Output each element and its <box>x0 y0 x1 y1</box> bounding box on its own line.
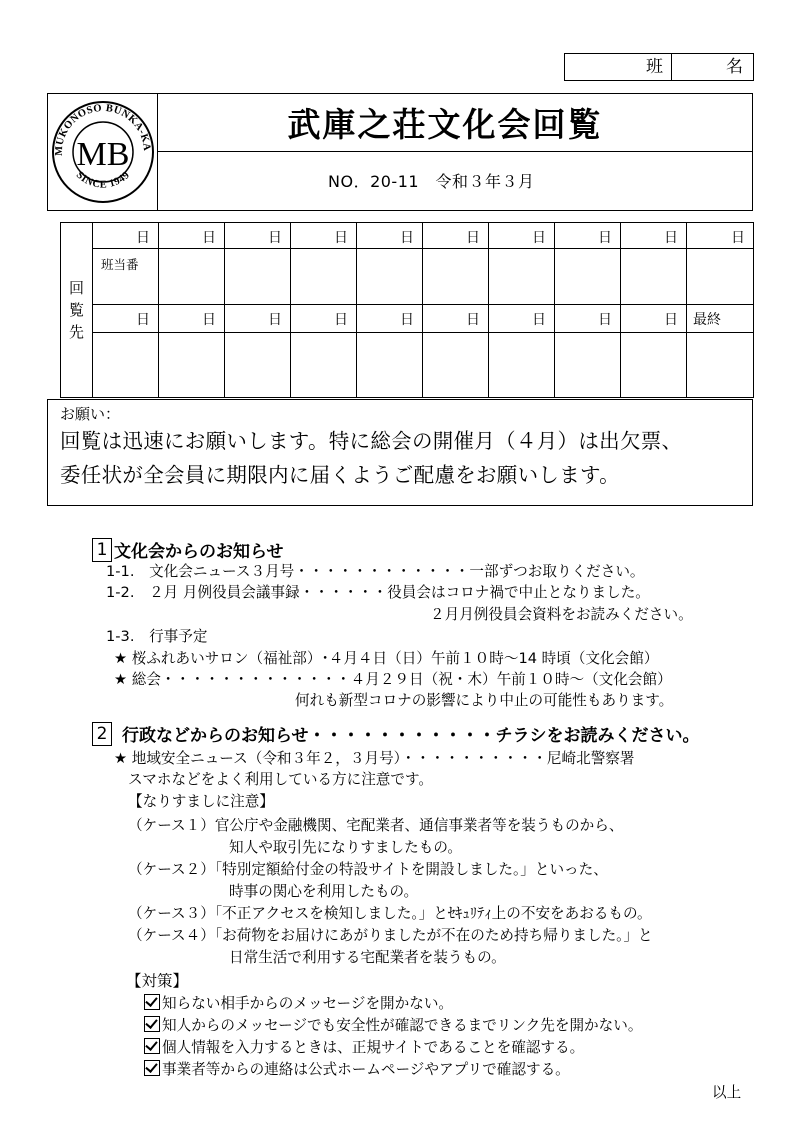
request-box <box>47 399 753 506</box>
circulation-cell <box>159 305 225 333</box>
mb-logo <box>48 94 158 210</box>
checklist-item: 知らない相手からのメッセージを開かない。 <box>144 994 453 1014</box>
day-mark: 日 <box>136 230 150 246</box>
name-label: 名 <box>726 57 743 77</box>
day-mark: 日 <box>466 312 480 328</box>
case-line: （ケース３）「不正アクセスを検知しました。」とｾｷｭﾘﾃｨ上の不安をあおるもの。 <box>128 905 652 922</box>
section-title: 行政などからのお知らせ・・・・・・・・・・・チラシをお読みください。 <box>122 726 700 746</box>
circulation-cell <box>489 223 555 249</box>
checkbox-checked-icon <box>144 1060 160 1076</box>
circulation-cell <box>489 249 555 305</box>
section1-heading <box>92 537 284 562</box>
checklist-item: 知人からのメッセージでも安全性が確認できるまでリンク先を開かない。 <box>144 1016 642 1036</box>
circulation-cell <box>93 305 159 333</box>
day-mark: 日 <box>334 312 348 328</box>
case-line: 時事の関心を利用したもの。 <box>229 883 419 900</box>
day-mark: 日 <box>532 312 546 328</box>
han-name-box <box>564 53 754 81</box>
circulation-cell <box>621 305 687 333</box>
day-mark: 日 <box>268 312 282 328</box>
case-line: （ケース４）「お荷物をお届けにあがりましたが不在のため持ち帰りました。」と <box>128 927 653 944</box>
circulation-cell <box>225 223 291 249</box>
circulation-cell <box>621 249 687 305</box>
circulation-cell <box>555 333 621 397</box>
section-number: 1 <box>92 538 112 562</box>
circulation-cell <box>489 305 555 333</box>
circulation-cell <box>291 333 357 397</box>
notice-line: ★ 地域安全ニュース（令和３年２，３月号）・・・・・・・・・・尼崎北警察署 <box>114 750 635 767</box>
case-line: 知人や取引先になりすましたもの。 <box>229 839 462 856</box>
circulation-cell <box>621 333 687 397</box>
circulation-cell <box>555 305 621 333</box>
logo-ring-bottom: SINCE 1949 <box>73 169 133 191</box>
circulation-cell <box>357 249 423 305</box>
case-line: （ケース２）「特別定額給付金の特設サイトを開設しました。」といった、 <box>128 861 608 878</box>
circulation-cell <box>93 333 159 397</box>
notice-line: 【なりすましに注意】 <box>128 793 274 810</box>
circulation-cell <box>555 223 621 249</box>
logo-initials: MB <box>76 136 130 173</box>
section-title: 文化会からのお知らせ <box>114 542 284 562</box>
circulation-cell <box>159 333 225 397</box>
day-mark: 日 <box>664 312 678 328</box>
checkbox-checked-icon <box>144 1016 160 1032</box>
circulation-cell <box>93 223 159 249</box>
circulation-cell <box>687 305 753 333</box>
notice-line: スマホなどをよく利用している方に注意です。 <box>128 771 434 788</box>
circulation-cell <box>687 333 753 397</box>
closing-text: 以上 <box>712 1084 742 1101</box>
day-mark: 日 <box>202 230 216 246</box>
day-mark: 日 <box>598 312 612 328</box>
checklist-item: 事業者等からの連絡は公式ホームページやアプリで確認する。 <box>144 1060 570 1080</box>
notice-line: ２月月例役員会資料をお読みください。 <box>430 606 693 623</box>
han-label: 班 <box>565 54 672 80</box>
circulation-cell <box>687 249 753 305</box>
circulation-cell <box>687 223 753 249</box>
day-mark: 日 <box>532 230 546 246</box>
request-line: 委任状が全会員に期限内に届くようご配慮をお願いします。 <box>60 463 620 487</box>
circulation-cell <box>423 223 489 249</box>
han-touban-label: 班当番 <box>101 257 139 272</box>
circulation-cell <box>621 223 687 249</box>
circulation-cell <box>225 249 291 305</box>
checkbox-checked-icon <box>144 994 160 1010</box>
day-mark: 日 <box>731 230 745 246</box>
newsletter-header <box>47 93 753 211</box>
day-mark: 日 <box>664 230 678 246</box>
day-mark: 日 <box>202 312 216 328</box>
checkbox-checked-icon <box>144 1038 160 1054</box>
case-line: （ケース１）官公庁や金融機関、宅配業者、通信事業者等を装うものから、 <box>128 817 624 834</box>
section2-heading <box>92 721 700 746</box>
notice-line: 1-2. ２月 月例役員会議事録・・・・・・役員会はコロナ禍で中止となりました。 <box>106 584 650 601</box>
section-number: 2 <box>92 722 112 746</box>
circulation-cell <box>423 305 489 333</box>
circulation-cell <box>357 305 423 333</box>
circulation-cell <box>357 333 423 397</box>
page-title: 武庫之荘文化会回覧 <box>287 105 603 144</box>
circulation-cell <box>159 223 225 249</box>
circulation-cell <box>291 305 357 333</box>
circulation-cell <box>291 249 357 305</box>
checklist-item: 個人情報を入力するときは、正規サイトであることを確認する。 <box>144 1038 584 1058</box>
circulation-cell <box>357 223 423 249</box>
circulation-cell <box>423 249 489 305</box>
issue-number: NO．20-11 令和３年３月 <box>328 172 535 191</box>
circulation-cell <box>555 249 621 305</box>
final-label: 最終 <box>693 312 721 328</box>
event-line: ★ 総会・・・・・・・・・・・・・４月２９日（祝・木）午前１０時～（文化会館） <box>114 671 672 688</box>
day-mark: 日 <box>466 230 480 246</box>
circulation-grid <box>93 223 753 397</box>
circulation-label: 回 覧 先 <box>61 223 93 397</box>
logo-cell <box>48 94 158 210</box>
circulation-cell <box>291 223 357 249</box>
event-line: ★ 桜ふれあいサロン（福祉部）･４月４日（日）午前１０時～14 時頃（文化会館） <box>114 650 659 667</box>
day-mark: 日 <box>400 230 414 246</box>
circulation-cell <box>225 305 291 333</box>
measures-heading: 【対策】 <box>126 972 189 990</box>
notice-line: 1-3. 行事予定 <box>106 628 208 645</box>
day-mark: 日 <box>400 312 414 328</box>
circulation-cell <box>225 333 291 397</box>
day-mark: 日 <box>598 230 612 246</box>
notice-line: 1-1. 文化会ニュース３月号・・・・・・・・・・・・一部ずつお取りください。 <box>106 563 645 580</box>
circulation-cell <box>159 249 225 305</box>
circulation-cell <box>93 249 159 305</box>
notice-line: 何れも新型コロナの影響により中止の可能性もあります。 <box>295 692 674 709</box>
request-heading: お願い： <box>60 405 121 423</box>
day-mark: 日 <box>136 312 150 328</box>
request-line: 回覧は迅速にお願いします。特に総会の開催月（４月）は出欠票、 <box>60 429 683 453</box>
circulation-cell <box>423 333 489 397</box>
case-line: 日常生活で利用する宅配業者を装うもの。 <box>229 949 506 966</box>
day-mark: 日 <box>268 230 282 246</box>
circulation-cell <box>489 333 555 397</box>
logo-ring-top: MUKONOSO BUNKA-KA <box>53 102 153 157</box>
day-mark: 日 <box>334 230 348 246</box>
circulation-table <box>60 222 754 398</box>
